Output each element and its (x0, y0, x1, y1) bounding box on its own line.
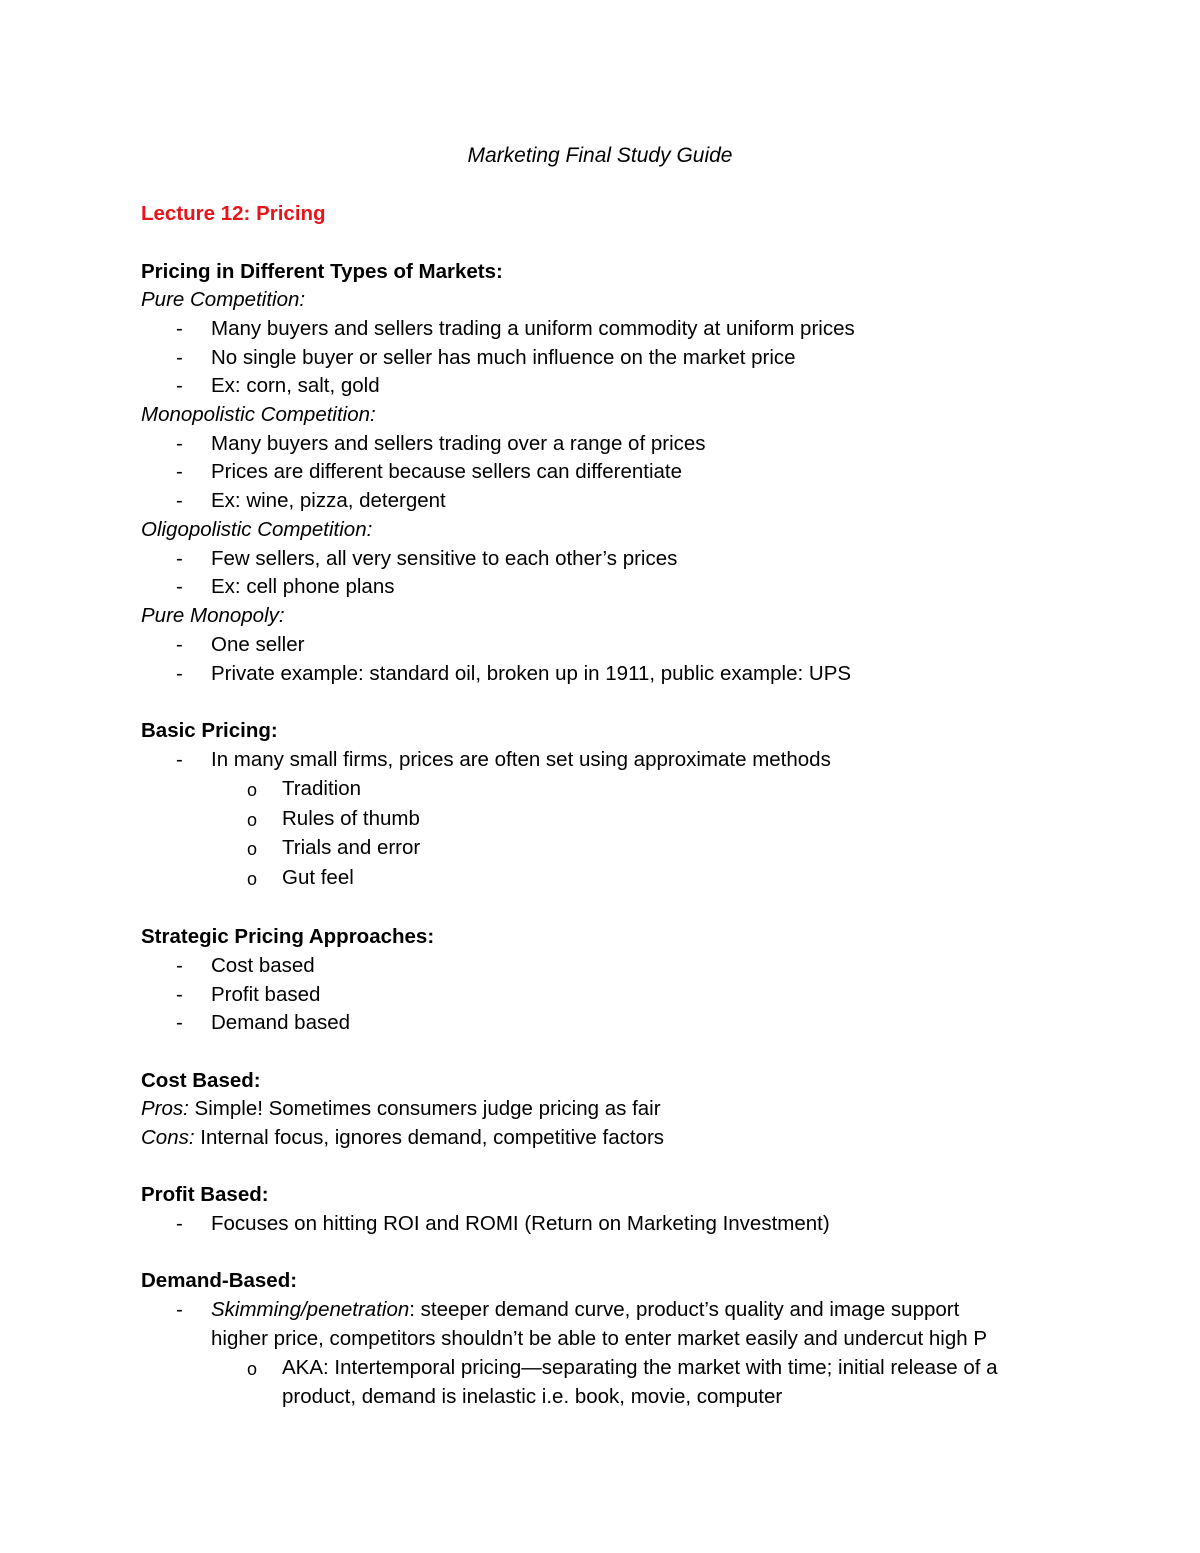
lecture-heading: Lecture 12: Pricing (141, 202, 326, 225)
list-item: Many buyers and sellers trading a uniform commodity at uniform prices (211, 317, 855, 340)
sub-list-item: Gut feel (282, 866, 354, 889)
list-item: Prices are different because sellers can differentiate (211, 460, 683, 483)
sub-list-item-continued: product, demand is inelastic i.e. book, movie, computer (282, 1385, 783, 1408)
basic-pricing-heading: Basic Pricing: (141, 719, 278, 742)
dash-bullet: - (176, 460, 183, 483)
dash-bullet: - (176, 954, 183, 977)
list-item: Ex: corn, salt, gold (211, 374, 380, 397)
pros-line (141, 1095, 661, 1123)
circle-bullet: o (247, 780, 258, 800)
dash-bullet: - (176, 489, 183, 512)
demand-based-heading: Demand-Based: (141, 1269, 298, 1292)
circle-bullet: o (247, 1359, 258, 1379)
oligopolistic-label: Oligopolistic Competition: (141, 518, 373, 541)
cons-label: Cons: (141, 1126, 195, 1149)
dash-bullet: - (176, 1011, 183, 1034)
document-title: Marketing Final Study Guide (467, 144, 733, 167)
dash-bullet: - (176, 317, 183, 340)
circle-bullet: o (247, 839, 258, 859)
profit-based-heading: Profit Based: (141, 1183, 269, 1206)
skimming-label: Skimming/penetration (211, 1298, 410, 1321)
cons-text: Internal focus, ignores demand, competitive factors (194, 1126, 665, 1149)
pure-monopoly-label: Pure Monopoly: (141, 604, 285, 627)
list-item: In many small firms, prices are often set using approximate methods (211, 748, 831, 771)
list-item: Ex: wine, pizza, detergent (211, 489, 446, 512)
dash-bullet: - (176, 1212, 183, 1235)
list-item: Private example: standard oil, broken up in 1911, public example: UPS (211, 662, 852, 685)
pros-text: Simple! Sometimes consumers judge pricing as fair (188, 1097, 661, 1120)
dash-bullet: - (176, 748, 183, 771)
list-item: One seller (211, 633, 305, 656)
dash-bullet: - (176, 1298, 183, 1321)
circle-bullet: o (247, 869, 258, 889)
list-item: Ex: cell phone plans (211, 575, 395, 598)
list-item: Profit based (211, 983, 321, 1006)
list-item: No single buyer or seller has much influence on the market price (211, 346, 796, 369)
cons-line (141, 1124, 664, 1152)
monopolistic-label: Monopolistic Competition: (141, 403, 376, 426)
strategic-heading: Strategic Pricing Approaches: (141, 925, 435, 948)
dash-bullet: - (176, 575, 183, 598)
pros-label: Pros: (141, 1097, 189, 1120)
list-item: Demand based (211, 1011, 351, 1034)
dash-bullet: - (176, 432, 183, 455)
list-item: Few sellers, all very sensitive to each other’s prices (211, 547, 678, 570)
list-item: Cost based (211, 954, 315, 977)
sub-list-item: Rules of thumb (282, 807, 420, 830)
sub-list-item: Trials and error (282, 836, 421, 859)
list-item (211, 1296, 959, 1324)
list-item: Many buyers and sellers trading over a range of prices (211, 432, 706, 455)
cost-based-heading: Cost Based: (141, 1069, 261, 1092)
dash-bullet: - (176, 346, 183, 369)
skimming-text: : steeper demand curve, product’s quality and image support (409, 1298, 960, 1321)
sub-list-item: Tradition (282, 777, 361, 800)
pure-competition-label: Pure Competition: (141, 288, 306, 311)
circle-bullet: o (247, 810, 258, 830)
dash-bullet: - (176, 374, 183, 397)
dash-bullet: - (176, 633, 183, 656)
dash-bullet: - (176, 547, 183, 570)
sub-list-item: AKA: Intertemporal pricing—separating the market with time; initial release of a (282, 1356, 998, 1379)
dash-bullet: - (176, 662, 183, 685)
dash-bullet: - (176, 983, 183, 1006)
markets-heading: Pricing in Different Types of Markets: (141, 260, 503, 283)
list-item-continued: higher price, competitors shouldn’t be able to enter market easily and undercut high P (211, 1327, 988, 1350)
list-item: Focuses on hitting ROI and ROMI (Return on Marketing Investment) (211, 1212, 830, 1235)
